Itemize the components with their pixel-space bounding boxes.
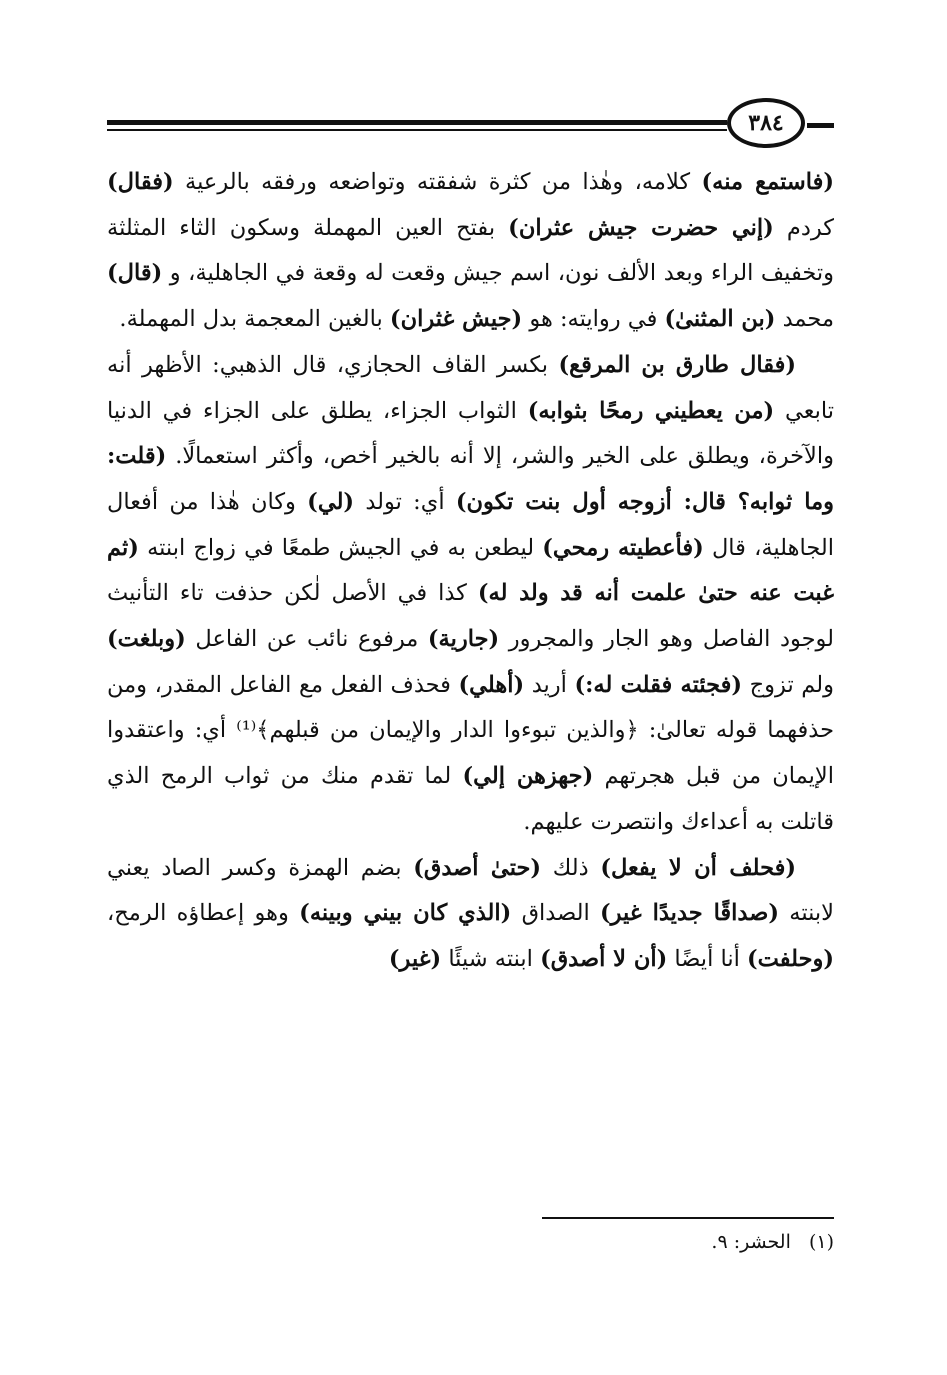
quoted-hadith-text: (من يعطيني رمحًا بثوابه) (527, 397, 775, 424)
commentary-text: ابنته شيئًا (441, 945, 541, 972)
quoted-hadith-text: (فجئته فقلت له:) (574, 671, 743, 698)
quoted-hadith-text: (جارية) (427, 626, 500, 653)
commentary-text: ذلك (541, 854, 601, 881)
commentary-text: لما تقدم منك من ثواب الرمح الذي قاتلت به أعداءك وانتصرت عليهم. (107, 763, 834, 835)
quoted-hadith-text: (فاستمع منه) (701, 169, 834, 195)
quoted-hadith-text: (أن لا أصدق) (540, 945, 668, 972)
commentary-text: ليطعن به في الجيش طمعًا في زواج ابنته (138, 534, 543, 561)
quoted-hadith-text: (ثم غبت عنه حتىٰ علمت أنه قد ولد له) (107, 534, 834, 607)
quoted-hadith-text: (وبلغت) (107, 626, 186, 653)
commentary-text: كلامه، وهٰذا من كثرة شفقته وتواضعه ورفقه بالرعية (173, 169, 702, 195)
commentary-text: كردم (773, 214, 834, 241)
quoted-hadith-text: (جهزهن إلي) (462, 763, 594, 790)
quoted-hadith-text: (إني حضرت جيش عثران) (508, 214, 774, 241)
commentary-text: الصداق (511, 900, 600, 927)
commentary-text: وكان هٰذا من أفعال الجاهلية، قال (107, 488, 834, 561)
header-rule-thin (107, 129, 727, 131)
commentary-text: بفتح العين المهملة وسكون الثاء المثلثة وتخفيف الراء وبعد الألف نون، اسم جيش وقعت له وقعة في الجاهلية، و (107, 214, 834, 287)
quoted-hadith-text: (بن المثنىٰ) (664, 306, 776, 333)
paragraph-3 (107, 846, 834, 983)
commentary-text: بضم الهمزة وكسر الصاد يعني لابنته (107, 854, 835, 927)
commentary-text: كذا في الأصل لٰكن حذفت تاء التأنيث لوجود الفاصل وهو الجار والمجرور (107, 580, 834, 653)
commentary-text: وهو إعطاؤه الرمح، (107, 900, 300, 927)
footnote-separator (542, 1217, 834, 1219)
commentary-text: في روايته: هو (522, 306, 665, 333)
commentary-text: أي: تولد (354, 488, 456, 515)
header-rule-tail (807, 123, 834, 128)
quoted-hadith-text: (قال) (107, 260, 163, 287)
quoted-hadith-text: (صداقًا جديدًا غير) (600, 900, 779, 927)
quoted-hadith-text: (جيش غثران) (389, 306, 523, 333)
quoted-hadith-text: (الذي كان بيني وبينه) (299, 900, 512, 927)
commentary-text: أنا أيضًا (667, 945, 747, 972)
commentary-text: فحذف الفعل مع الفاعل المقدر، ومن حذفهما قوله تعالىٰ: ﴿والذين تبوءوا الدار والإيمان من قبلهم﴾⁽¹⁾ أي: واعتقدوا الإيمان من قبل هجرتهم (107, 671, 834, 790)
quoted-hadith-text: (فأعطيته رمحي) (542, 534, 704, 561)
page-number: ٣٨٤ (748, 110, 784, 136)
main-text (107, 160, 834, 983)
page-header (107, 96, 834, 158)
page-number-badge (727, 98, 805, 148)
quoted-hadith-text: (فقال) (107, 169, 174, 195)
footnote-marker: (١) (808, 1231, 834, 1253)
commentary-text: محمد (775, 306, 834, 333)
commentary-text: الثواب الجزاء، يطلق على الجزاء في الدنيا والآخرة، ويطلق على الخير والشر، إلا أنه بالخير أخص، وأكثر استعمالًا. (107, 397, 834, 470)
commentary-text: بكسر القاف الحجازي، قال الذهبي: الأظهر أنه تابعي (107, 351, 834, 424)
paragraph-2 (107, 343, 834, 846)
quoted-hadith-text: (غير) (388, 945, 442, 972)
footnote-text: الحشر: ٩. (711, 1231, 791, 1253)
commentary-text: أريد (524, 671, 575, 698)
footnote (107, 1225, 834, 1259)
commentary-text: بالغين المعجمة بدل المهملة. (119, 306, 390, 333)
paragraph-1 (107, 160, 834, 343)
quoted-hadith-text: (حتىٰ أصدق) (413, 854, 542, 881)
quoted-hadith-text: (قلت: وما ثوابه؟ قال: أزوجه أول بنت تكون) (107, 443, 834, 515)
quoted-hadith-text: (فحلف أن لا يفعل) (600, 854, 796, 881)
quoted-hadith-text: (لي) (307, 488, 355, 515)
quoted-hadith-text: (وحلفت) (747, 945, 834, 972)
commentary-text: ولم تزوج (742, 671, 834, 698)
quoted-hadith-text: (فقال طارق بن المرقع) (558, 351, 796, 378)
quoted-hadith-text: (أهلي) (458, 671, 525, 698)
header-rule-thick (107, 120, 727, 125)
commentary-text: مرفوع نائب عن الفاعل (185, 626, 428, 653)
